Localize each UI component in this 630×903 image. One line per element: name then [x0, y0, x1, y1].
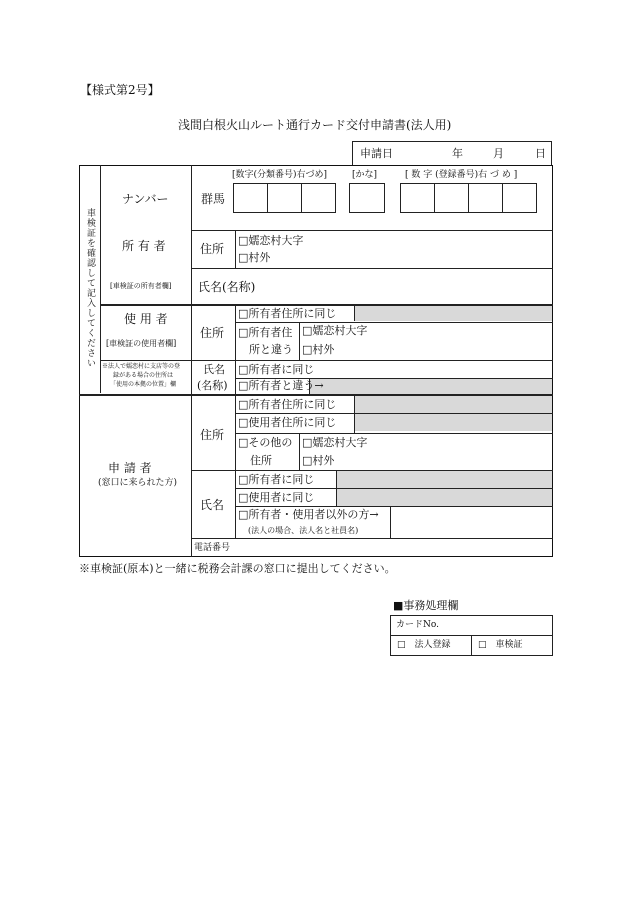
user-note-2: 録がある場合の住所は — [113, 372, 174, 379]
kana-hint: [かな] — [352, 170, 378, 180]
user-name-label-sub: (名称) — [197, 379, 228, 392]
card-number-label: カードNo. — [396, 620, 439, 630]
user-name-diff-checkbox[interactable]: □所有者と違う→ — [238, 379, 324, 392]
class-number-hint: [数字(分類番号)右づめ] — [232, 170, 328, 180]
applicant-addr-other-text: 住所 — [250, 454, 272, 467]
user-addr-diff-checkbox[interactable]: □所有者住 — [238, 326, 293, 339]
user-name-label: 氏名 — [203, 363, 225, 376]
user-sublabel: [車検証の使用者欄] — [106, 339, 177, 348]
form-number-label: 【様式第2号】 — [80, 83, 160, 97]
applicant-addr-same-user-checkbox[interactable]: □使用者住所に同じ — [238, 416, 337, 429]
applicant-address-label: 住所 — [200, 428, 225, 442]
user-label: 使 用 者 — [124, 312, 168, 326]
user-address-label: 住所 — [200, 326, 225, 340]
reg-number-hint: [ 数 字 (登録番号)右 づ め ] — [405, 170, 518, 180]
date-year: 年 — [452, 147, 463, 160]
user-name-same-checkbox[interactable]: □所有者に同じ — [238, 363, 315, 376]
form-title: 浅間白根火山ルート通行カード交付申請書(法人用) — [178, 118, 452, 132]
submission-footnote: ※車検証(原本)と一緒に税務会計課の窓口に提出してください。 — [79, 562, 396, 575]
user-addr-tsumagoi-checkbox[interactable]: □嬬恋村大字 — [302, 324, 368, 337]
owner-address-label: 住所 — [200, 242, 225, 256]
applicant-sublabel: (窓口に来られた方) — [98, 478, 178, 488]
kana-field[interactable] — [349, 183, 385, 213]
applicant-name-other-checkbox[interactable]: □所有者・使用者以外の方→ — [238, 508, 379, 521]
phone-input[interactable] — [236, 539, 550, 555]
prefecture-label: 群馬 — [201, 192, 226, 206]
owner-label: 所 有 者 — [122, 239, 166, 253]
office-use-heading: ■事務処理欄 — [393, 599, 459, 612]
applicant-name-label: 氏名 — [200, 498, 225, 512]
user-note-1: ※法人で嬬恋村に支店等の登 — [102, 363, 181, 370]
class-number-field[interactable] — [233, 183, 336, 213]
user-note-3: 「使用の本拠の位置」欄 — [110, 381, 177, 388]
applicant-name-other-note: (法人の場合、法人名と社員名) — [248, 526, 359, 535]
user-addr-outside-checkbox[interactable]: □村外 — [302, 343, 335, 356]
owner-addr-tsumagoi-checkbox[interactable]: □嬬恋村大字 — [238, 234, 304, 247]
applicant-label: 申 請 者 — [108, 461, 152, 475]
date-label: 申請日 — [360, 147, 393, 160]
phone-label: 電話番号 — [194, 543, 231, 553]
applicant-addr-tsumagoi-checkbox[interactable]: □嬬恋村大字 — [302, 436, 368, 449]
date-day: 日 — [535, 147, 546, 160]
side-instruction: 車検証を確認して記入してください — [85, 208, 95, 368]
number-label: ナンバー — [122, 192, 169, 206]
applicant-addr-same-owner-checkbox[interactable]: □所有者住所に同じ — [238, 398, 337, 411]
applicant-name-same-owner-checkbox[interactable]: □所有者に同じ — [238, 473, 315, 486]
owner-sublabel: [車検証の所有者欄] — [110, 282, 172, 290]
owner-addr-outside-checkbox[interactable]: □村外 — [238, 251, 271, 264]
date-month: 月 — [493, 147, 504, 160]
vehicle-cert-checkbox[interactable]: □ 車検証 — [478, 640, 523, 650]
user-addr-diff-text: 所と違う — [249, 343, 293, 356]
applicant-addr-outside-checkbox[interactable]: □村外 — [302, 454, 335, 467]
user-addr-same-checkbox[interactable]: □所有者住所に同じ — [238, 307, 337, 320]
corp-registration-checkbox[interactable]: □ 法人登録 — [397, 640, 451, 650]
owner-name-label: 氏名(名称) — [198, 280, 256, 294]
applicant-addr-other-checkbox[interactable]: □その他の — [238, 436, 293, 449]
applicant-name-same-user-checkbox[interactable]: □使用者に同じ — [238, 491, 315, 504]
owner-name-input[interactable] — [270, 270, 550, 302]
